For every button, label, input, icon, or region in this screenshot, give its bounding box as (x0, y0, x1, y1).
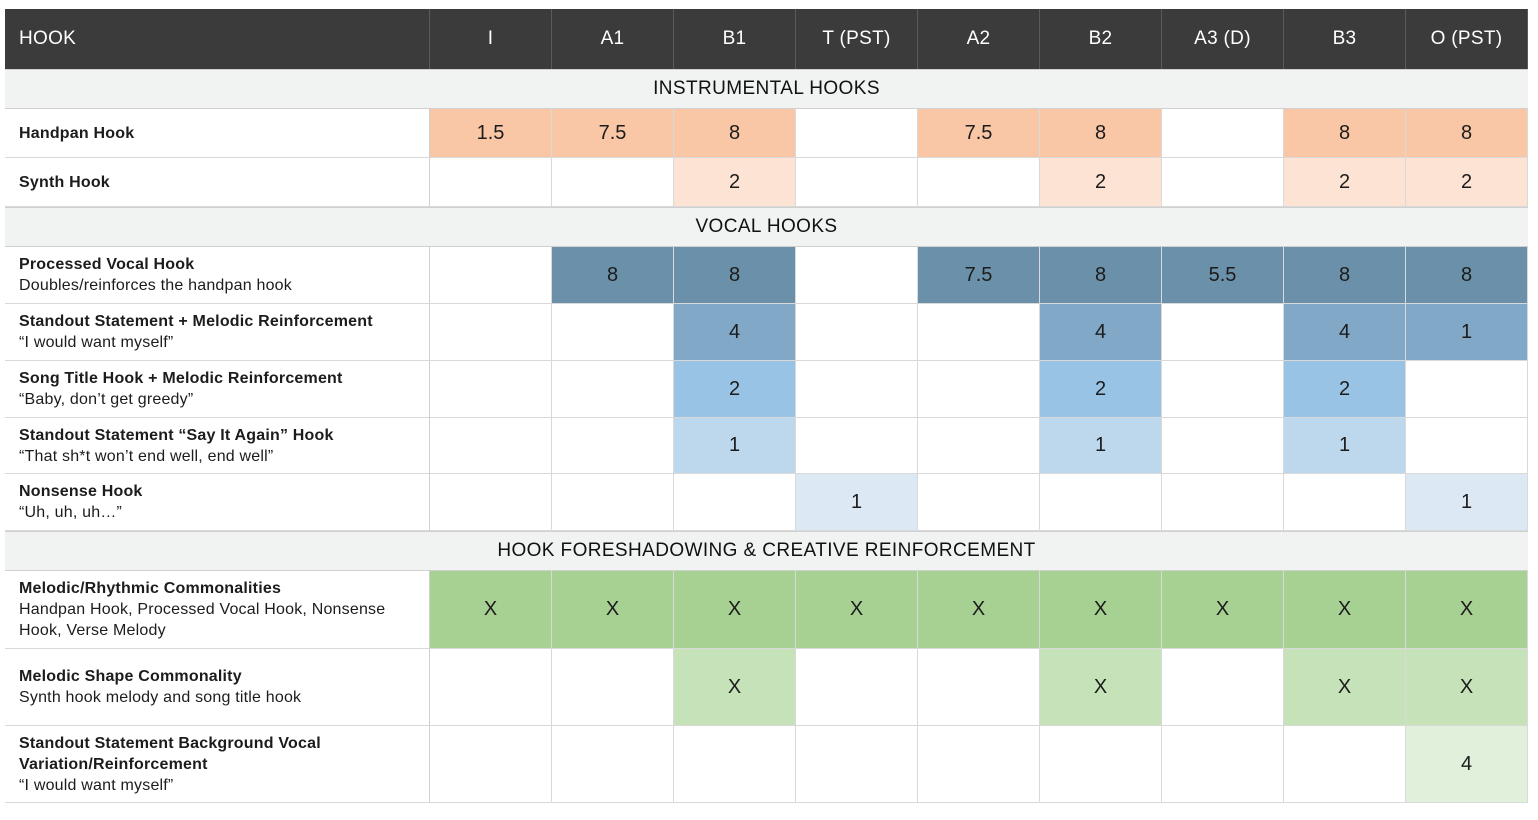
header-column-b2: B2 (1040, 9, 1162, 69)
cell-melodic-rhythmic-commonalities-b1: X (674, 571, 796, 649)
cell-melodic-rhythmic-commonalities-a3-d: X (1162, 571, 1284, 649)
cell-handpan-hook-a2: 7.5 (918, 109, 1040, 158)
cell-standout-statement-say-it-again-hook-t-pst (796, 418, 918, 474)
row-title: Processed Vocal Hook (19, 256, 195, 273)
row-title: Standout Statement + Melodic Reinforcement (19, 313, 373, 330)
cell-handpan-hook-b3: 8 (1284, 109, 1406, 158)
cell-melodic-rhythmic-commonalities-a2: X (918, 571, 1040, 649)
cell-melodic-shape-commonality-i (430, 649, 552, 726)
cell-processed-vocal-hook-b2: 8 (1040, 247, 1162, 304)
cell-song-title-hook-melodic-reinforcement-t-pst (796, 361, 918, 418)
row-subtitle: “I would want myself” (19, 334, 174, 351)
cell-handpan-hook-a3-d (1162, 109, 1284, 158)
row-title: Handpan Hook (19, 124, 135, 142)
cell-nonsense-hook-b3 (1284, 474, 1406, 531)
cell-standout-statement-melodic-reinforcement-b3: 4 (1284, 304, 1406, 361)
row-subtitle: “Uh, uh, uh…” (19, 504, 123, 521)
cell-melodic-rhythmic-commonalities-b3: X (1284, 571, 1406, 649)
hook-chart-table (5, 9, 1528, 806)
cell-standout-statement-say-it-again-hook-b1: 1 (674, 418, 796, 474)
cell-melodic-shape-commonality-b3: X (1284, 649, 1406, 726)
header-hook-column: HOOK (5, 9, 430, 69)
row-subtitle: “Baby, don’t get greedy” (19, 391, 194, 408)
cell-song-title-hook-melodic-reinforcement-i (430, 361, 552, 418)
cell-handpan-hook-o-pst: 8 (1406, 109, 1528, 158)
row-label-song-title-hook-melodic-reinforcement (5, 361, 430, 418)
row-label-melodic-rhythmic-commonalities (5, 571, 430, 649)
row-title: Melodic/Rhythmic Commonalities (19, 580, 282, 597)
cell-standout-statement-background-vocal-variation-reinforcement-a3-d (1162, 726, 1284, 803)
cell-processed-vocal-hook-a1: 8 (552, 247, 674, 304)
cell-synth-hook-b2: 2 (1040, 158, 1162, 207)
row-title: Nonsense Hook (19, 483, 143, 500)
header-column-o-pst: O (PST) (1406, 9, 1528, 69)
cell-melodic-shape-commonality-a1 (552, 649, 674, 726)
header-column-b3: B3 (1284, 9, 1406, 69)
cell-handpan-hook-t-pst (796, 109, 918, 158)
cell-standout-statement-say-it-again-hook-o-pst (1406, 418, 1528, 474)
cell-processed-vocal-hook-t-pst (796, 247, 918, 304)
cell-standout-statement-melodic-reinforcement-b1: 4 (674, 304, 796, 361)
cell-standout-statement-say-it-again-hook-a1 (552, 418, 674, 474)
cell-nonsense-hook-i (430, 474, 552, 531)
row-label-processed-vocal-hook (5, 247, 430, 304)
cell-standout-statement-background-vocal-variation-reinforcement-b2 (1040, 726, 1162, 803)
cell-song-title-hook-melodic-reinforcement-b3: 2 (1284, 361, 1406, 418)
cell-synth-hook-b3: 2 (1284, 158, 1406, 207)
cell-synth-hook-i (430, 158, 552, 207)
row-label-standout-statement-background-vocal-variation-reinforcement (5, 726, 430, 803)
cell-handpan-hook-i: 1.5 (430, 109, 552, 158)
cell-standout-statement-melodic-reinforcement-o-pst: 1 (1406, 304, 1528, 361)
cell-standout-statement-background-vocal-variation-reinforcement-t-pst (796, 726, 918, 803)
cell-melodic-rhythmic-commonalities-a1: X (552, 571, 674, 649)
cell-standout-statement-background-vocal-variation-reinforcement-a2 (918, 726, 1040, 803)
row-subtitle: “I would want myself” (19, 776, 174, 794)
cell-standout-statement-melodic-reinforcement-i (430, 304, 552, 361)
cell-standout-statement-say-it-again-hook-a3-d (1162, 418, 1284, 474)
section-title-hook-foreshadowing-creative-reinforcement: HOOK FORESHADOWING & CREATIVE REINFORCEMENT (5, 531, 1528, 571)
cell-song-title-hook-melodic-reinforcement-b1: 2 (674, 361, 796, 418)
cell-standout-statement-melodic-reinforcement-a3-d (1162, 304, 1284, 361)
cell-song-title-hook-melodic-reinforcement-a3-d (1162, 361, 1284, 418)
cell-standout-statement-background-vocal-variation-reinforcement-o-pst: 4 (1406, 726, 1528, 803)
row-subtitle: Synth hook melody and song title hook (19, 689, 302, 706)
row-title: Melodic Shape Commonality (19, 668, 242, 685)
header-column-i: I (430, 9, 552, 69)
row-label-handpan-hook (5, 109, 430, 158)
row-subtitle: Handpan Hook, Processed Vocal Hook, Nonsense Hook, Verse Melody (19, 601, 386, 639)
cell-standout-statement-melodic-reinforcement-b2: 4 (1040, 304, 1162, 361)
cell-melodic-shape-commonality-a3-d (1162, 649, 1284, 726)
header-column-t-pst: T (PST) (796, 9, 918, 69)
row-label-synth-hook (5, 158, 430, 207)
cell-standout-statement-say-it-again-hook-a2 (918, 418, 1040, 474)
cell-melodic-rhythmic-commonalities-b2: X (1040, 571, 1162, 649)
cell-song-title-hook-melodic-reinforcement-o-pst (1406, 361, 1528, 418)
cell-nonsense-hook-a1 (552, 474, 674, 531)
row-subtitle: Doubles/reinforces the handpan hook (19, 277, 292, 294)
cell-standout-statement-background-vocal-variation-reinforcement-i (430, 726, 552, 803)
cell-melodic-shape-commonality-b1: X (674, 649, 796, 726)
cell-standout-statement-melodic-reinforcement-t-pst (796, 304, 918, 361)
row-label-standout-statement-say-it-again-hook (5, 418, 430, 474)
cell-standout-statement-background-vocal-variation-reinforcement-b1 (674, 726, 796, 803)
cell-nonsense-hook-a2 (918, 474, 1040, 531)
section-title-vocal-hooks: VOCAL HOOKS (5, 207, 1528, 247)
cell-melodic-shape-commonality-b2: X (1040, 649, 1162, 726)
cell-handpan-hook-b1: 8 (674, 109, 796, 158)
cell-melodic-rhythmic-commonalities-i: X (430, 571, 552, 649)
cell-processed-vocal-hook-i (430, 247, 552, 304)
row-title: Standout Statement “Say It Again” Hook (19, 426, 334, 444)
cell-nonsense-hook-b1 (674, 474, 796, 531)
cell-handpan-hook-b2: 8 (1040, 109, 1162, 158)
row-title: Song Title Hook + Melodic Reinforcement (19, 370, 343, 387)
section-title-instrumental-hooks: INSTRUMENTAL HOOKS (5, 69, 1528, 109)
header-column-a2: A2 (918, 9, 1040, 69)
cell-synth-hook-a2 (918, 158, 1040, 207)
cell-synth-hook-o-pst: 2 (1406, 158, 1528, 207)
cell-processed-vocal-hook-o-pst: 8 (1406, 247, 1528, 304)
header-column-a1: A1 (552, 9, 674, 69)
cell-handpan-hook-a1: 7.5 (552, 109, 674, 158)
cell-standout-statement-say-it-again-hook-b3: 1 (1284, 418, 1406, 474)
row-title: Standout Statement Background Vocal Variation/Reinforcement (19, 734, 321, 773)
row-label-melodic-shape-commonality (5, 649, 430, 726)
cell-standout-statement-background-vocal-variation-reinforcement-a1 (552, 726, 674, 803)
cell-synth-hook-t-pst (796, 158, 918, 207)
header-column-b1: B1 (674, 9, 796, 69)
cell-song-title-hook-melodic-reinforcement-a1 (552, 361, 674, 418)
header-column-a3-d: A3 (D) (1162, 9, 1284, 69)
cell-synth-hook-a3-d (1162, 158, 1284, 207)
cell-song-title-hook-melodic-reinforcement-a2 (918, 361, 1040, 418)
row-title: Synth Hook (19, 173, 110, 191)
cell-standout-statement-background-vocal-variation-reinforcement-b3 (1284, 726, 1406, 803)
row-label-nonsense-hook (5, 474, 430, 531)
cell-melodic-rhythmic-commonalities-o-pst: X (1406, 571, 1528, 649)
cell-song-title-hook-melodic-reinforcement-b2: 2 (1040, 361, 1162, 418)
cell-melodic-rhythmic-commonalities-t-pst: X (796, 571, 918, 649)
cell-processed-vocal-hook-a3-d: 5.5 (1162, 247, 1284, 304)
cell-melodic-shape-commonality-t-pst (796, 649, 918, 726)
cell-standout-statement-say-it-again-hook-i (430, 418, 552, 474)
cell-standout-statement-say-it-again-hook-b2: 1 (1040, 418, 1162, 474)
cell-processed-vocal-hook-b1: 8 (674, 247, 796, 304)
row-label-standout-statement-melodic-reinforcement (5, 304, 430, 361)
cell-melodic-shape-commonality-a2 (918, 649, 1040, 726)
row-subtitle: “That sh*t won’t end well, end well” (19, 447, 274, 465)
cell-standout-statement-melodic-reinforcement-a2 (918, 304, 1040, 361)
cell-standout-statement-melodic-reinforcement-a1 (552, 304, 674, 361)
cell-melodic-shape-commonality-o-pst: X (1406, 649, 1528, 726)
cell-nonsense-hook-a3-d (1162, 474, 1284, 531)
cell-synth-hook-b1: 2 (674, 158, 796, 207)
cell-synth-hook-a1 (552, 158, 674, 207)
cell-nonsense-hook-t-pst: 1 (796, 474, 918, 531)
cell-processed-vocal-hook-a2: 7.5 (918, 247, 1040, 304)
cell-nonsense-hook-o-pst: 1 (1406, 474, 1528, 531)
cell-processed-vocal-hook-b3: 8 (1284, 247, 1406, 304)
cell-nonsense-hook-b2 (1040, 474, 1162, 531)
